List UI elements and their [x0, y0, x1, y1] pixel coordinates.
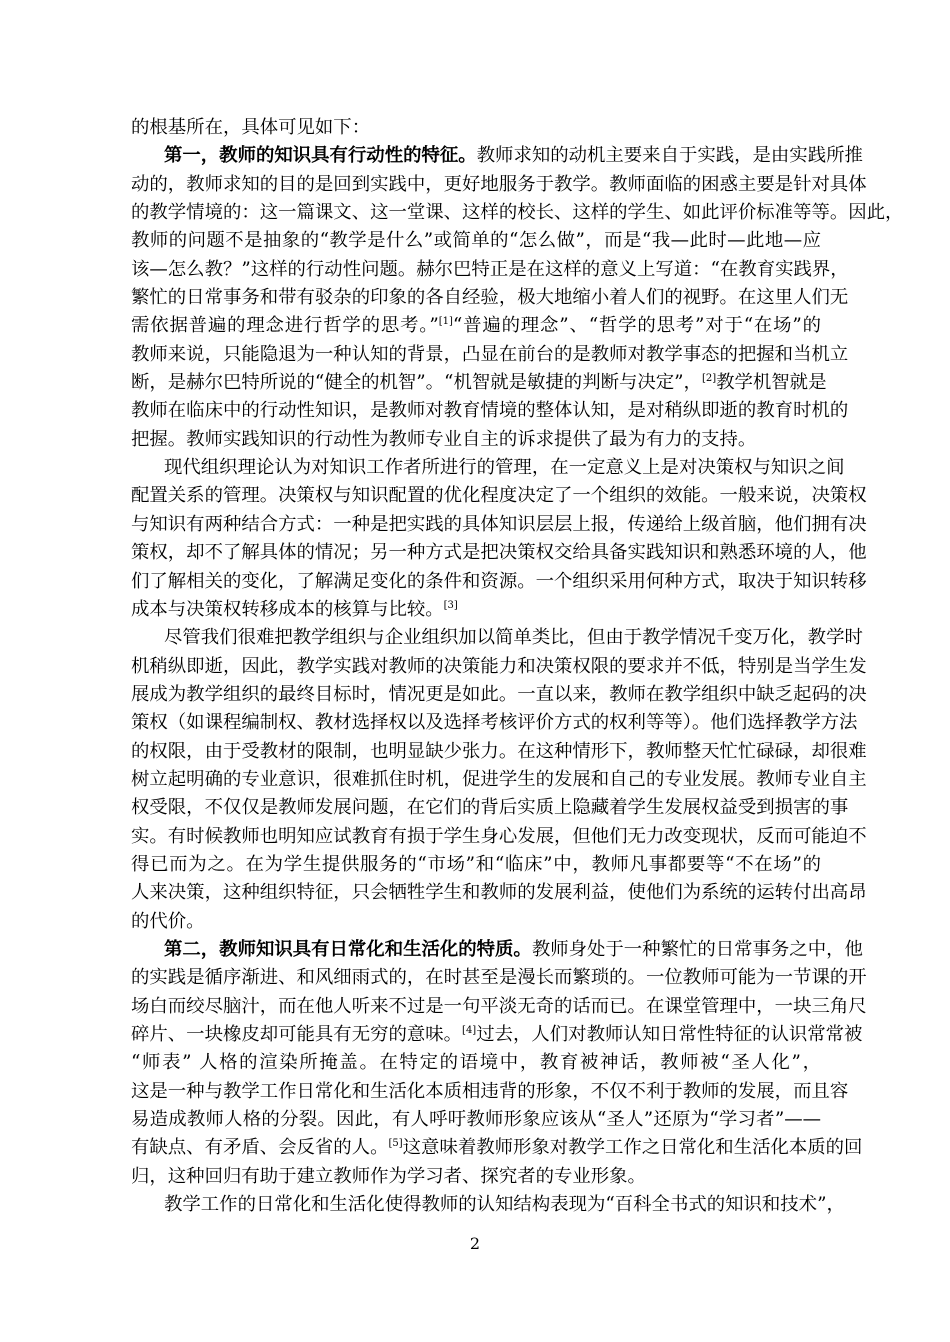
- page-number: 2: [469, 1234, 481, 1253]
- text-run: 教师求知的动机主要来自于实践，是由实践所推: [476, 145, 863, 167]
- text-line: [131, 709, 858, 737]
- text-run: 过去，人们对教师认知日常性特征的认识常常被: [476, 1024, 863, 1045]
- text-run: 现代组织理论认为对知识工作者所进行的管理，在一定意义上是对决策权与知识之间: [164, 457, 845, 479]
- text-run: 的代价。: [131, 910, 205, 932]
- text-line: [131, 256, 849, 284]
- text-line: [131, 936, 863, 964]
- text-line: [131, 142, 863, 170]
- text-line: [131, 284, 849, 312]
- text-run: 动的，教师求知的目的是回到实践中，更好地服务于教学。教师面临的困惑主要是针对具体: [131, 173, 867, 195]
- text-run: 教学机智就是: [716, 372, 827, 394]
- text-run: 教学工作的日常化和生活化使得教师的认知结构表现为“百科全书式的知识和技术”，: [164, 1194, 845, 1216]
- text-line: [131, 1021, 863, 1049]
- text-line: [131, 454, 845, 482]
- text-run: “师表” 人格的渲染所掩盖。在特定的语境中，教育被神话，教师被“圣人化”，: [131, 1052, 821, 1074]
- text-run: 策权，却不了解具体的情况；另一种方式是把决策权交给具备实践知识和熟悉环境的人，他: [131, 542, 867, 564]
- document-body: [131, 114, 904, 1219]
- text-run: 需依据普遍的理念进行哲学的思考。”: [131, 315, 439, 337]
- text-run: 树立起明确的专业意识，很难抓住时机，促进学生的发展和自己的专业发展。教师专业自主: [131, 768, 867, 790]
- citation-marker: [1]: [438, 316, 453, 328]
- text-run: “普遍的理念”、“哲学的思考”对于“在场”的: [452, 315, 821, 337]
- text-run: 易造成教师人格的分裂。因此，有人呼吁教师形象应该从“圣人”还原为“学习者”——: [131, 1109, 821, 1131]
- text-run: 的权限，由于受教材的限制，也明显缺少张力。在这种情形下，教师整天忙忙碌碌，却很难: [131, 740, 867, 762]
- text-line: [131, 1106, 821, 1134]
- text-line: [131, 1191, 845, 1219]
- text-line: [131, 624, 863, 652]
- text-run: 得已而为之。在为学生提供服务的“市场”和“临床”中，教师凡事都要等“不在场”的: [131, 853, 821, 875]
- text-run: 的教学情境的：这一篇课文、这一堂课、这样的校长、这样的学生、如此评价标准等等。因此，: [131, 202, 904, 224]
- citation-marker: [3]: [443, 599, 458, 611]
- text-run: 的根基所在，具体可见如下：: [131, 117, 371, 138]
- text-run: 繁忙的日常事务和带有驳杂的印象的各自经验，极大地缩小着人们的视野。在这里人们无: [131, 287, 849, 309]
- text-run: 尽管我们很难把教学组织与企业组织加以简单类比，但由于教学情况千变万化，教学时: [164, 627, 863, 649]
- text-run: 教师身处于一种繁忙的日常事务之中，他: [531, 938, 863, 960]
- text-run: 展成为教学组织的最终目标时，情况更是如此。一直以来，教师在教学组织中缺乏起码的决: [131, 683, 867, 705]
- text-run: 权受限，不仅仅是教师发展问题，在它们的背后实质上隐藏着学生发展权益受到损害的事: [131, 797, 849, 819]
- text-line: [131, 199, 904, 227]
- text-line: [131, 1134, 863, 1162]
- bold-heading-text: 第二，教师知识具有日常化和生活化的特质。: [164, 938, 532, 960]
- text-line: [131, 539, 867, 567]
- text-run: 碎片、一块橡皮却可能具有无穷的意味。: [131, 1024, 463, 1045]
- text-line: [131, 964, 867, 992]
- text-line: [131, 653, 867, 681]
- text-line: [131, 426, 821, 454]
- text-run: 们了解相关的变化，了解满足变化的条件和资源。一个组织采用何种方式，取决于知识转移: [131, 570, 867, 592]
- text-run: 归，这种回归有助于建立教师作为学习者、探究者的专业形象。: [131, 1165, 646, 1187]
- text-line: [131, 823, 867, 851]
- text-line: [131, 568, 867, 596]
- text-run: 策权（如课程编制权、教材选择权以及选择考核评价方式的权利等等）。他们选择教学方法: [131, 712, 858, 734]
- text-line: [131, 766, 867, 794]
- text-line: [131, 341, 849, 369]
- text-run: 教师来说，只能隐退为一种认知的背景，凸显在前台的是教师对教学事态的把握和当机立: [131, 343, 849, 365]
- text-run: 机稍纵即逝，因此，教学实践对教师的决策能力和决策权限的要求并不低，特别是当学生发: [131, 655, 867, 677]
- text-line: [131, 397, 849, 425]
- text-line: [131, 596, 821, 624]
- text-line: [131, 794, 849, 822]
- citation-marker: [4]: [462, 1025, 477, 1036]
- bold-heading-text: 第一，教师的知识具有行动性的特征。: [164, 145, 477, 167]
- text-line: [131, 227, 821, 255]
- text-run: 与知识有两种结合方式：一种是把实践的具体知识层层上报，传递给上级首脑，他们拥有决: [131, 513, 867, 535]
- text-line: [131, 993, 867, 1021]
- text-run: 有缺点、有矛盾、会反省的人。: [131, 1137, 389, 1159]
- text-line: [131, 1078, 849, 1106]
- text-run: 配置关系的管理。决策权与知识配置的优化程度决定了一个组织的效能。一般来说，决策权: [131, 485, 867, 507]
- text-run: 实。有时候教师也明知应试教育有损于学生身心发展，但他们无力改变现状，反而可能迫不: [131, 825, 867, 847]
- text-run: 这意味着教师形象对教学工作之日常化和生活化本质的回: [402, 1137, 863, 1159]
- text-run: 教师在临床中的行动性知识，是教师对教育情境的整体认知，是对稍纵即逝的教育时机的: [131, 400, 849, 422]
- text-run: 断，是赫尔巴特所说的“健全的机智”。“机智就是敏捷的判断与决定”，: [131, 372, 702, 394]
- text-line: [131, 681, 867, 709]
- citation-marker: [5]: [388, 1138, 403, 1150]
- text-run: 成本与决策权转移成本的核算与比较。: [131, 598, 444, 620]
- text-line: [131, 879, 867, 907]
- text-line: [131, 482, 867, 510]
- text-line: [131, 171, 867, 199]
- text-line: [131, 369, 827, 397]
- text-line: [131, 1049, 821, 1077]
- text-line: [131, 1163, 821, 1191]
- text-line: [131, 312, 821, 340]
- text-run: 场白而绞尽脑汁，而在他人听来不过是一句平淡无奇的话而已。在课堂管理中，一块三角尺: [131, 995, 867, 1017]
- text-run: 的实践是循序渐进、和风细雨式的，在时甚至是漫长而繁琐的。一位教师可能为一节课的开: [131, 967, 867, 989]
- text-run: 人来决策，这种组织特征，只会牺牲学生和教师的发展利益，使他们为系统的运转付出高昂: [131, 882, 867, 904]
- text-run: 教师的问题不是抽象的“教学是什么”或简单的“怎么做”，而是“我—此时—此地—应: [131, 230, 821, 252]
- text-run: 该—怎么教？”这样的行动性问题。赫尔巴特正是在这样的意义上写道：“在教育实践界，: [131, 258, 849, 280]
- citation-marker: [2]: [701, 373, 717, 385]
- text-run: 这是一种与教学工作日常化和生活化本质相违背的形象，不仅不利于教师的发展，而且容: [131, 1080, 849, 1102]
- text-run: 把握。教师实践知识的行动性为教师专业自主的诉求提供了最为有力的支持。: [131, 428, 757, 450]
- text-line: [131, 511, 867, 539]
- text-line: [131, 738, 867, 766]
- text-line: [131, 114, 821, 142]
- text-line: [131, 851, 821, 879]
- text-line: [131, 908, 821, 936]
